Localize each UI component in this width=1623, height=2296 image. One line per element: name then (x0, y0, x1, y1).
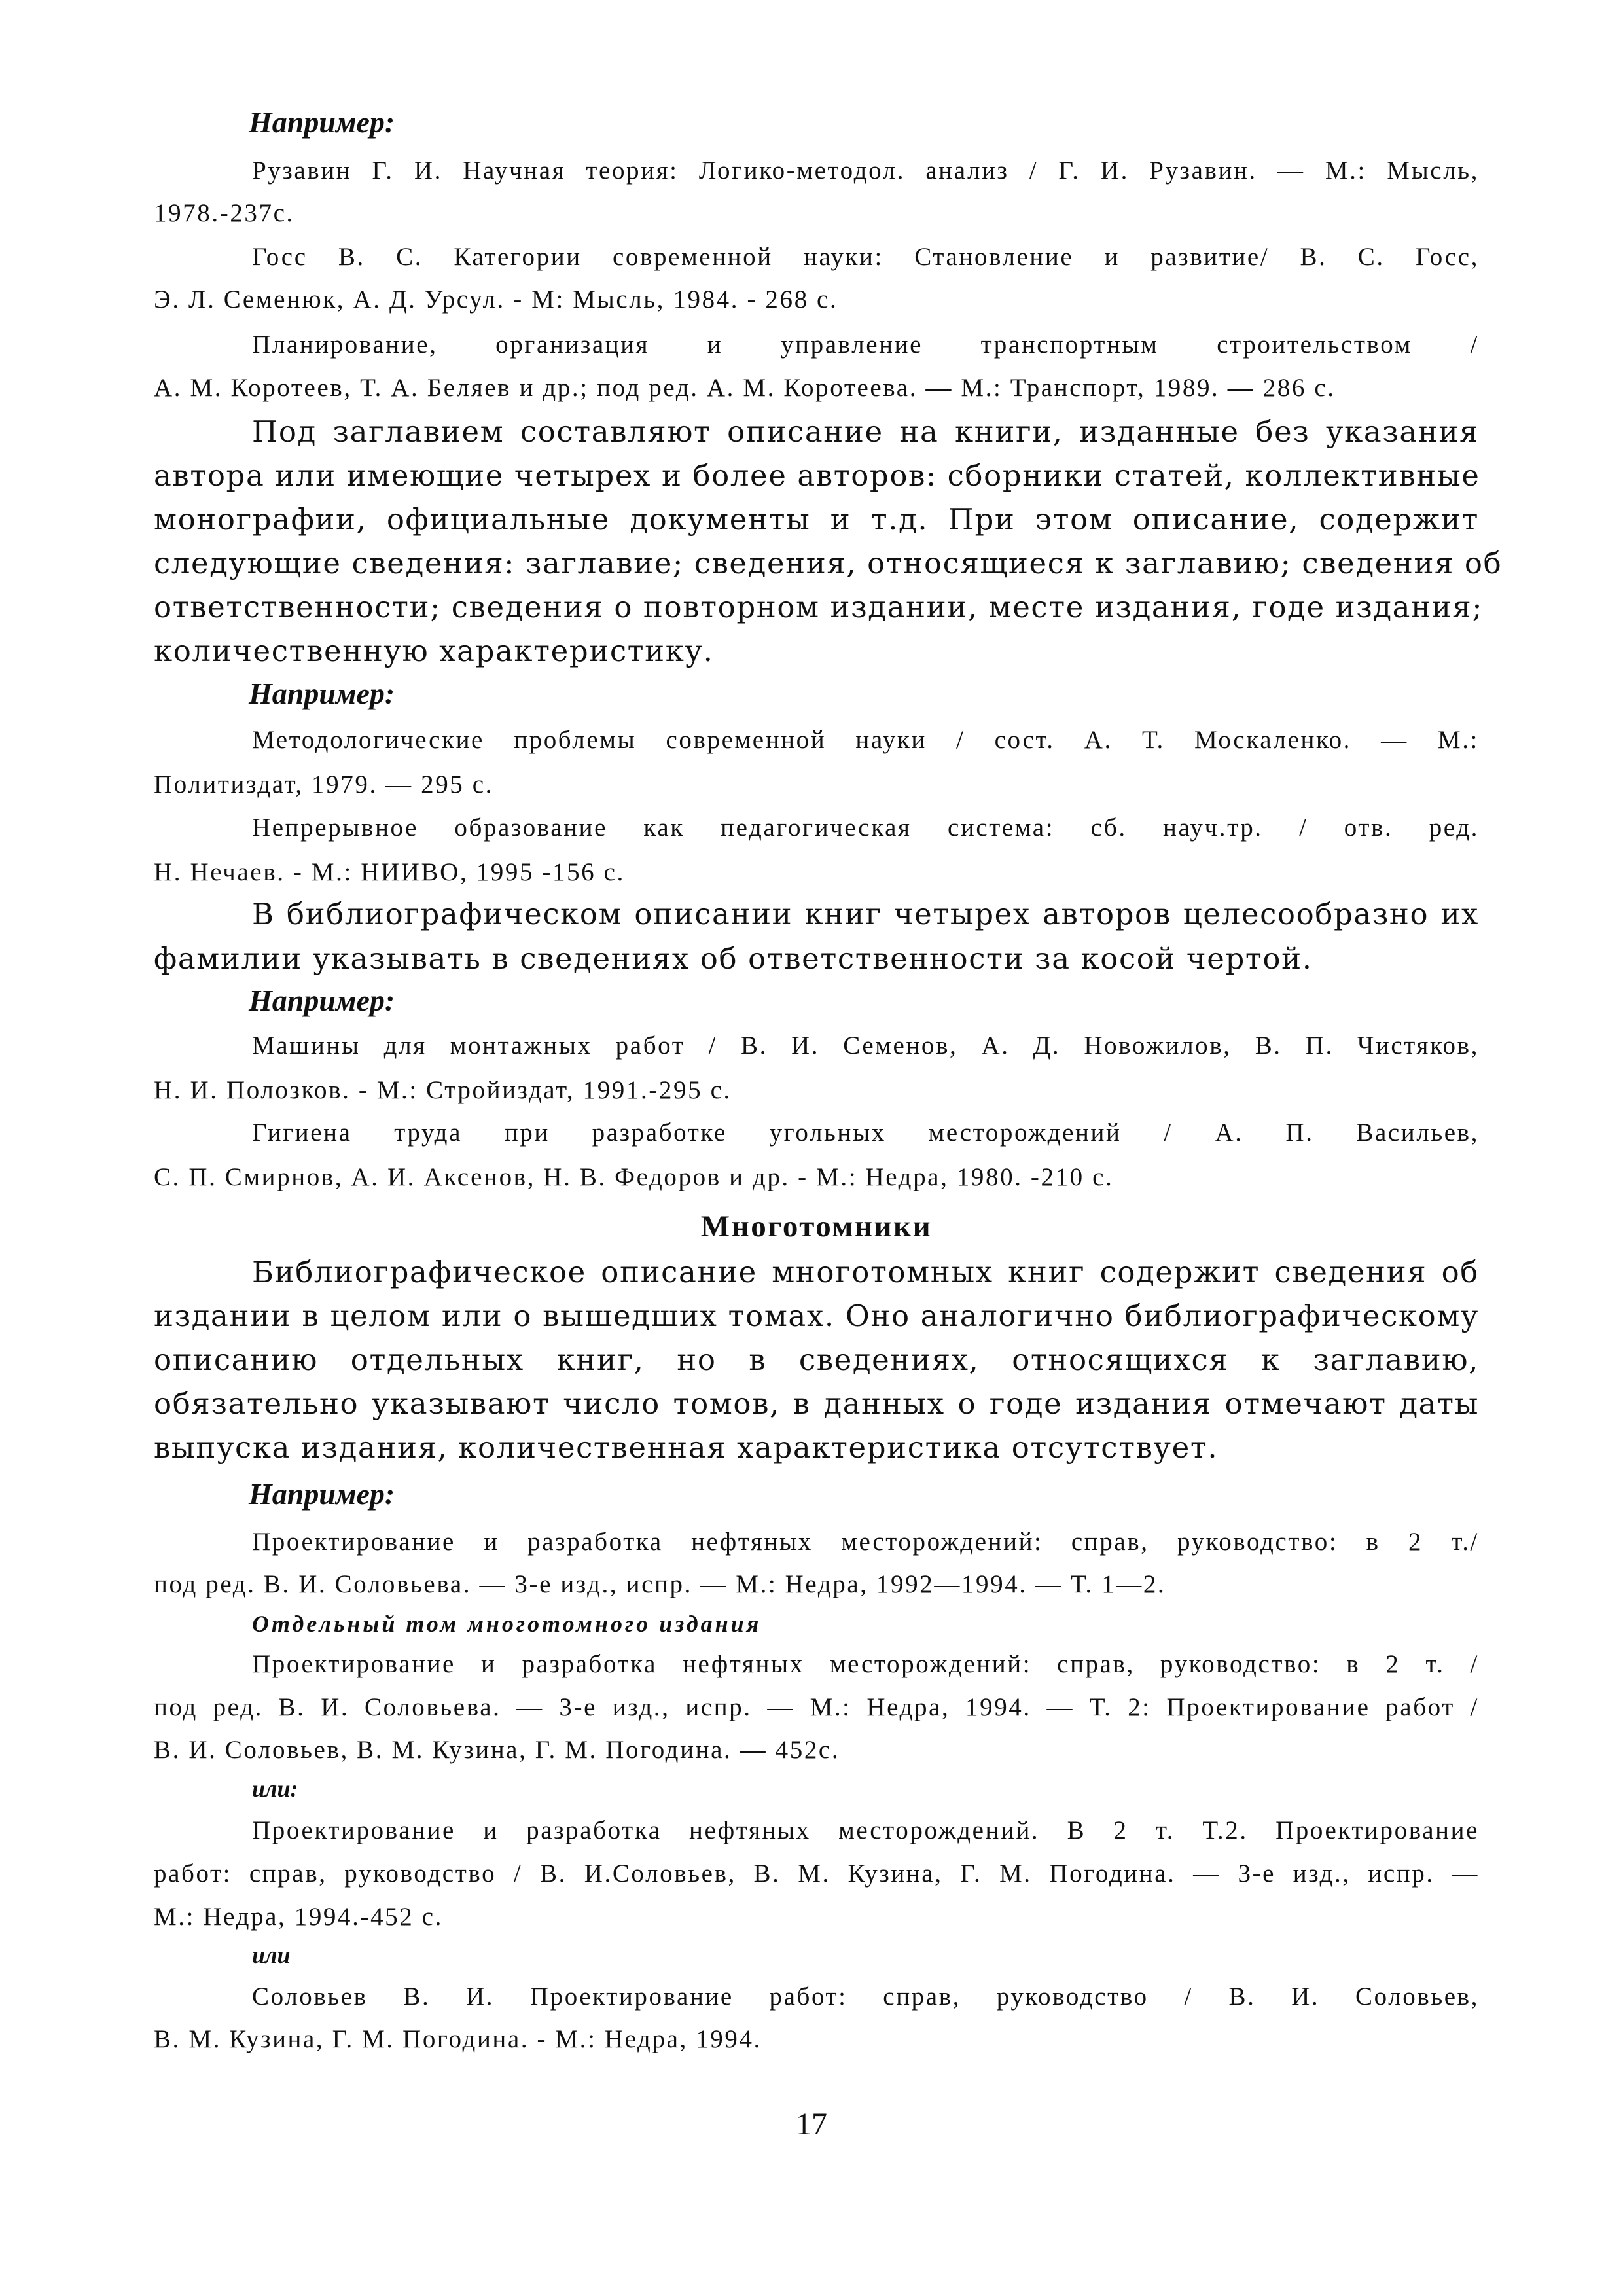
bibliography-entry: Госс В. С. Категории современной науки: Становление и развитие/ В. С. Госс, (252, 243, 1479, 271)
bibliography-entry: Соловьев В. И. Проектирование работ: справ, руководство / В. И. Соловьев, (252, 1982, 1479, 2011)
example-label: Например: (249, 105, 395, 139)
body-paragraph-line: Под заглавием составляют описание на книги, изданные без указания (252, 414, 1479, 449)
bibliography-entry-continued: под ред. В. И. Соловьева. — 3-е изд., испр. — М.: Недра, 1992—1994. — Т. 1—2. (154, 1570, 1166, 1598)
bibliography-entry-continued: работ: справ, руководство / В. И.Соловьев, В. М. Кузина, Г. М. Погодина. — 3-е изд., испр. — (154, 1859, 1479, 1888)
body-paragraph-line: обязательно указывают число томов, в данных о годе издания отмечают даты (154, 1386, 1479, 1421)
body-paragraph-line: Библиографическое описание многотомных книг содержит сведения об (252, 1255, 1479, 1289)
body-paragraph-line: фамилии указывать в сведениях об ответственности за косой чертой. (154, 941, 1313, 976)
bibliography-entry-continued: А. М. Коротеев, Т. А. Беляев и др.; под ред. А. М. Коротеева. — М.: Транспорт, 1989. — 286 с. (154, 374, 1336, 402)
bibliography-entry-continued: В. И. Соловьев, В. М. Кузина, Г. М. Погодина. — 452с. (154, 1736, 840, 1764)
or-label: или (252, 1942, 291, 1968)
bibliography-entry-continued: Н. И. Полозков. - М.: Стройиздат, 1991.-295 с. (154, 1076, 732, 1104)
or-label: или: (252, 1776, 298, 1802)
bibliography-entry: Проектирование и разработка нефтяных месторождений: справ, руководство: в 2 т./ (252, 1528, 1479, 1556)
body-paragraph-line: издании в целом или о вышедших томах. Оно аналогично библиографическому (154, 1299, 1479, 1333)
example-label: Например: (249, 677, 395, 710)
bibliography-entry: Гигиена труда при разработке угольных месторождений / А. П. Васильев, (252, 1119, 1479, 1147)
body-paragraph-line: количественную характеристику. (154, 634, 714, 668)
bibliography-entry-continued: 1978.-237с. (154, 199, 294, 227)
body-paragraph-line: ответственности; сведения о повторном издании, месте издания, годе издания; (154, 590, 1484, 624)
body-paragraph-line: В библиографическом описании книг четырех авторов целесообразно их (252, 897, 1479, 931)
bibliography-entry: Проектирование и разработка нефтяных месторождений: справ, руководство: в 2 т. / (252, 1650, 1479, 1678)
bibliography-entry-continued: Э. Л. Семенюк, А. Д. Урсул. - М: Мысль, 1984. - 268 с. (154, 285, 838, 314)
bibliography-entry: Машины для монтажных работ / В. И. Семенов, А. Д. Новожилов, В. П. Чистяков, (252, 1031, 1479, 1060)
section-heading: Многотомники (700, 1210, 933, 1244)
bibliography-entry-continued: С. П. Смирнов, А. И. Аксенов, Н. В. Федоров и др. - М.: Недра, 1980. -210 с. (154, 1163, 1114, 1191)
page-number: 17 (796, 2107, 827, 2142)
bibliography-entry-continued: В. М. Кузина, Г. М. Погодина. - М.: Недра, 1994. (154, 2025, 762, 2053)
body-paragraph-line: следующие сведения: заглавие; сведения, относящиеся к заглавию; сведения об (154, 546, 1503, 581)
bibliography-entry: Методологические проблемы современной науки / сост. А. Т. Москаленко. — М.: (252, 726, 1479, 754)
bibliography-entry: Планирование, организация и управление транспортным строительством / (252, 331, 1479, 359)
body-paragraph-line: монографии, официальные документы и т.д. При этом описание, содержит (154, 502, 1479, 537)
bibliography-entry-continued: Н. Нечаев. - М.: НИИВО, 1995 -156 с. (154, 858, 625, 886)
bibliography-entry: Проектирование и разработка нефтяных месторождений. В 2 т. Т.2. Проектирование (252, 1816, 1479, 1844)
bibliography-entry: Непрерывное образование как педагогическая система: сб. науч.тр. / отв. ред. (252, 814, 1479, 842)
body-paragraph-line: автора или имеющие четырех и более авторов: сборники статей, коллективные (154, 458, 1480, 493)
bibliography-entry-continued: М.: Недра, 1994.-452 с. (154, 1903, 443, 1931)
bibliography-entry-continued: Политиздат, 1979. — 295 с. (154, 770, 494, 798)
body-paragraph-line: описанию отдельных книг, но в сведениях, относящихся к заглавию, (154, 1342, 1479, 1377)
example-label: Например: (249, 1477, 395, 1511)
example-label: Например: (249, 984, 395, 1017)
body-paragraph-line: выпуска издания, количественная характеристика отсутствует. (154, 1430, 1219, 1465)
sub-label: Отдельный том многотомного издания (252, 1611, 762, 1637)
bibliography-entry-continued: под ред. В. И. Соловьева. — 3-е изд., испр. — М.: Недра, 1994. — Т. 2: Проектирование работ / (154, 1693, 1479, 1721)
bibliography-entry: Рузавин Г. И. Научная теория: Логико-методол. анализ / Г. И. Рузавин. — М.: Мысль, (252, 156, 1479, 185)
